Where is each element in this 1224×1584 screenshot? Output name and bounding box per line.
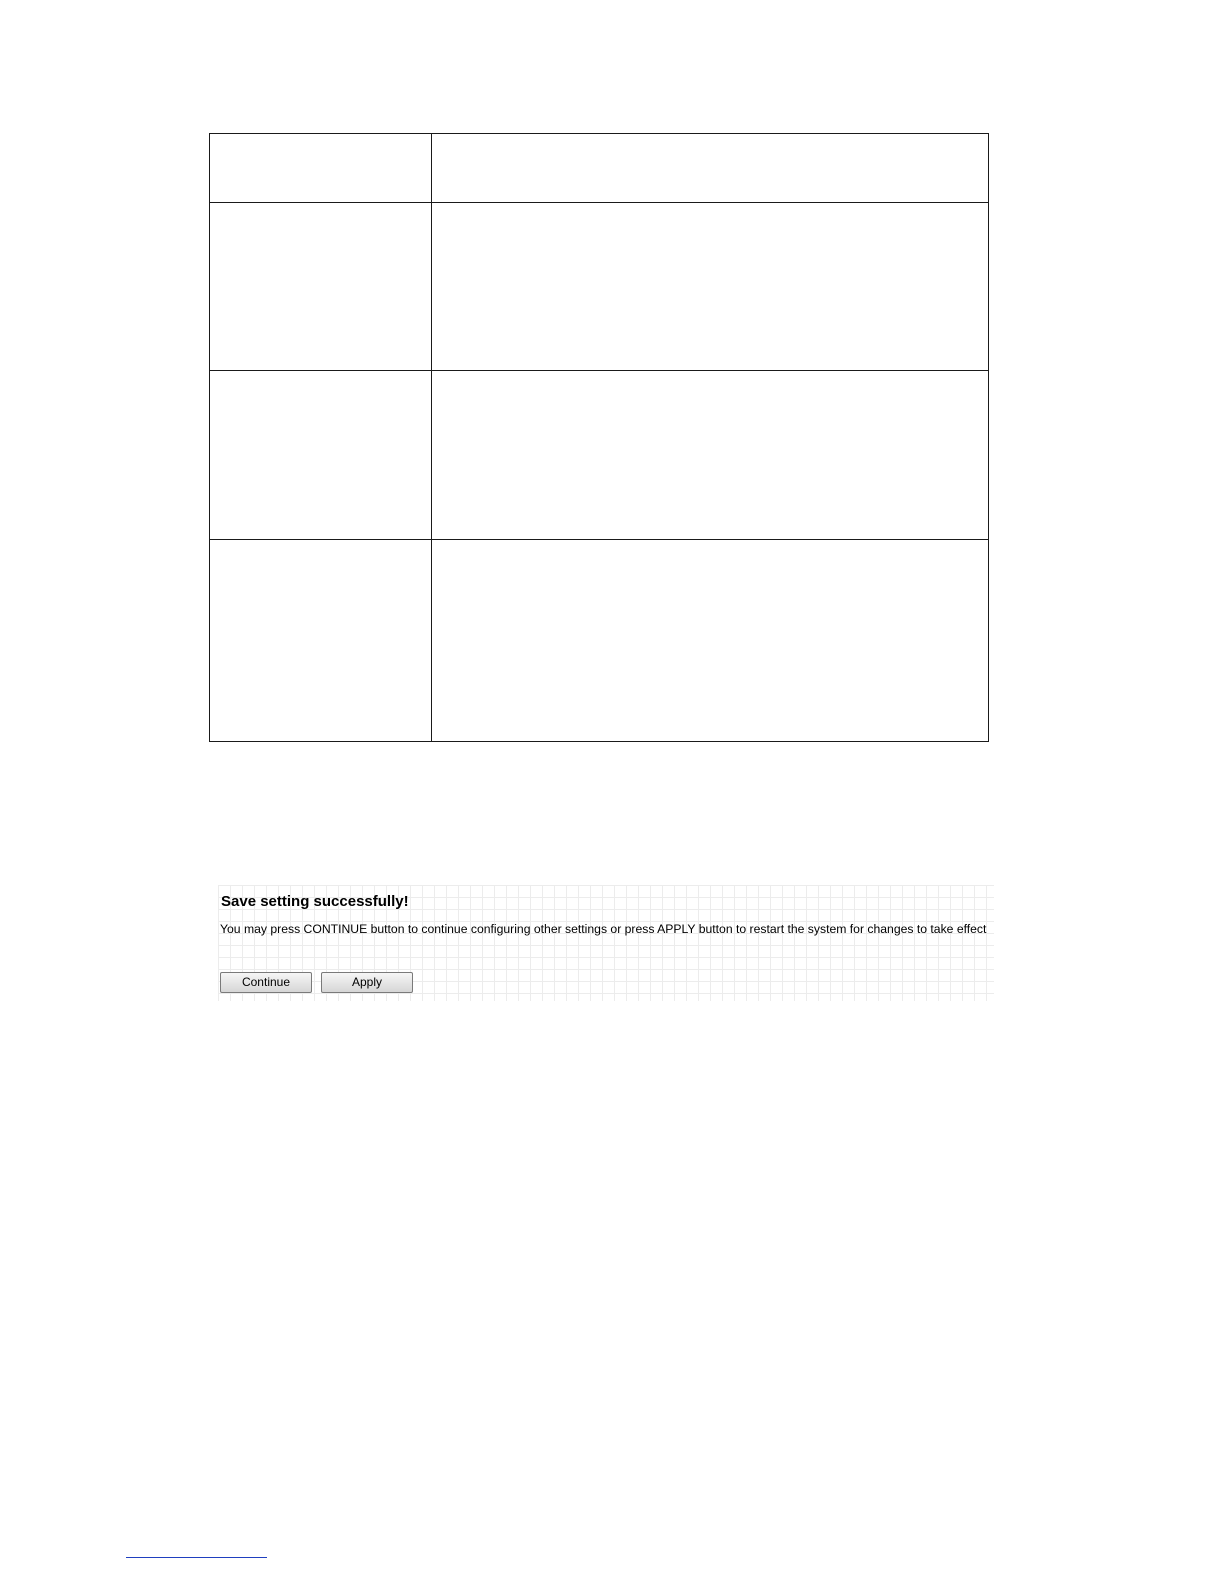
continue-button[interactable]: Continue [220,972,312,993]
document-table [209,133,989,742]
apply-button[interactable]: Apply [321,972,413,993]
footnote-separator [126,1557,267,1558]
table-row-divider [210,202,988,203]
table-column-divider [431,134,432,741]
table-row-divider [210,370,988,371]
table-row-divider [210,539,988,540]
panel-message: You may press CONTINUE button to continue configuring other settings or press APPLY button to restart the system for changes to take effect [220,922,987,936]
panel-title: Save setting successfully! [221,893,409,910]
save-success-panel [218,885,994,1001]
